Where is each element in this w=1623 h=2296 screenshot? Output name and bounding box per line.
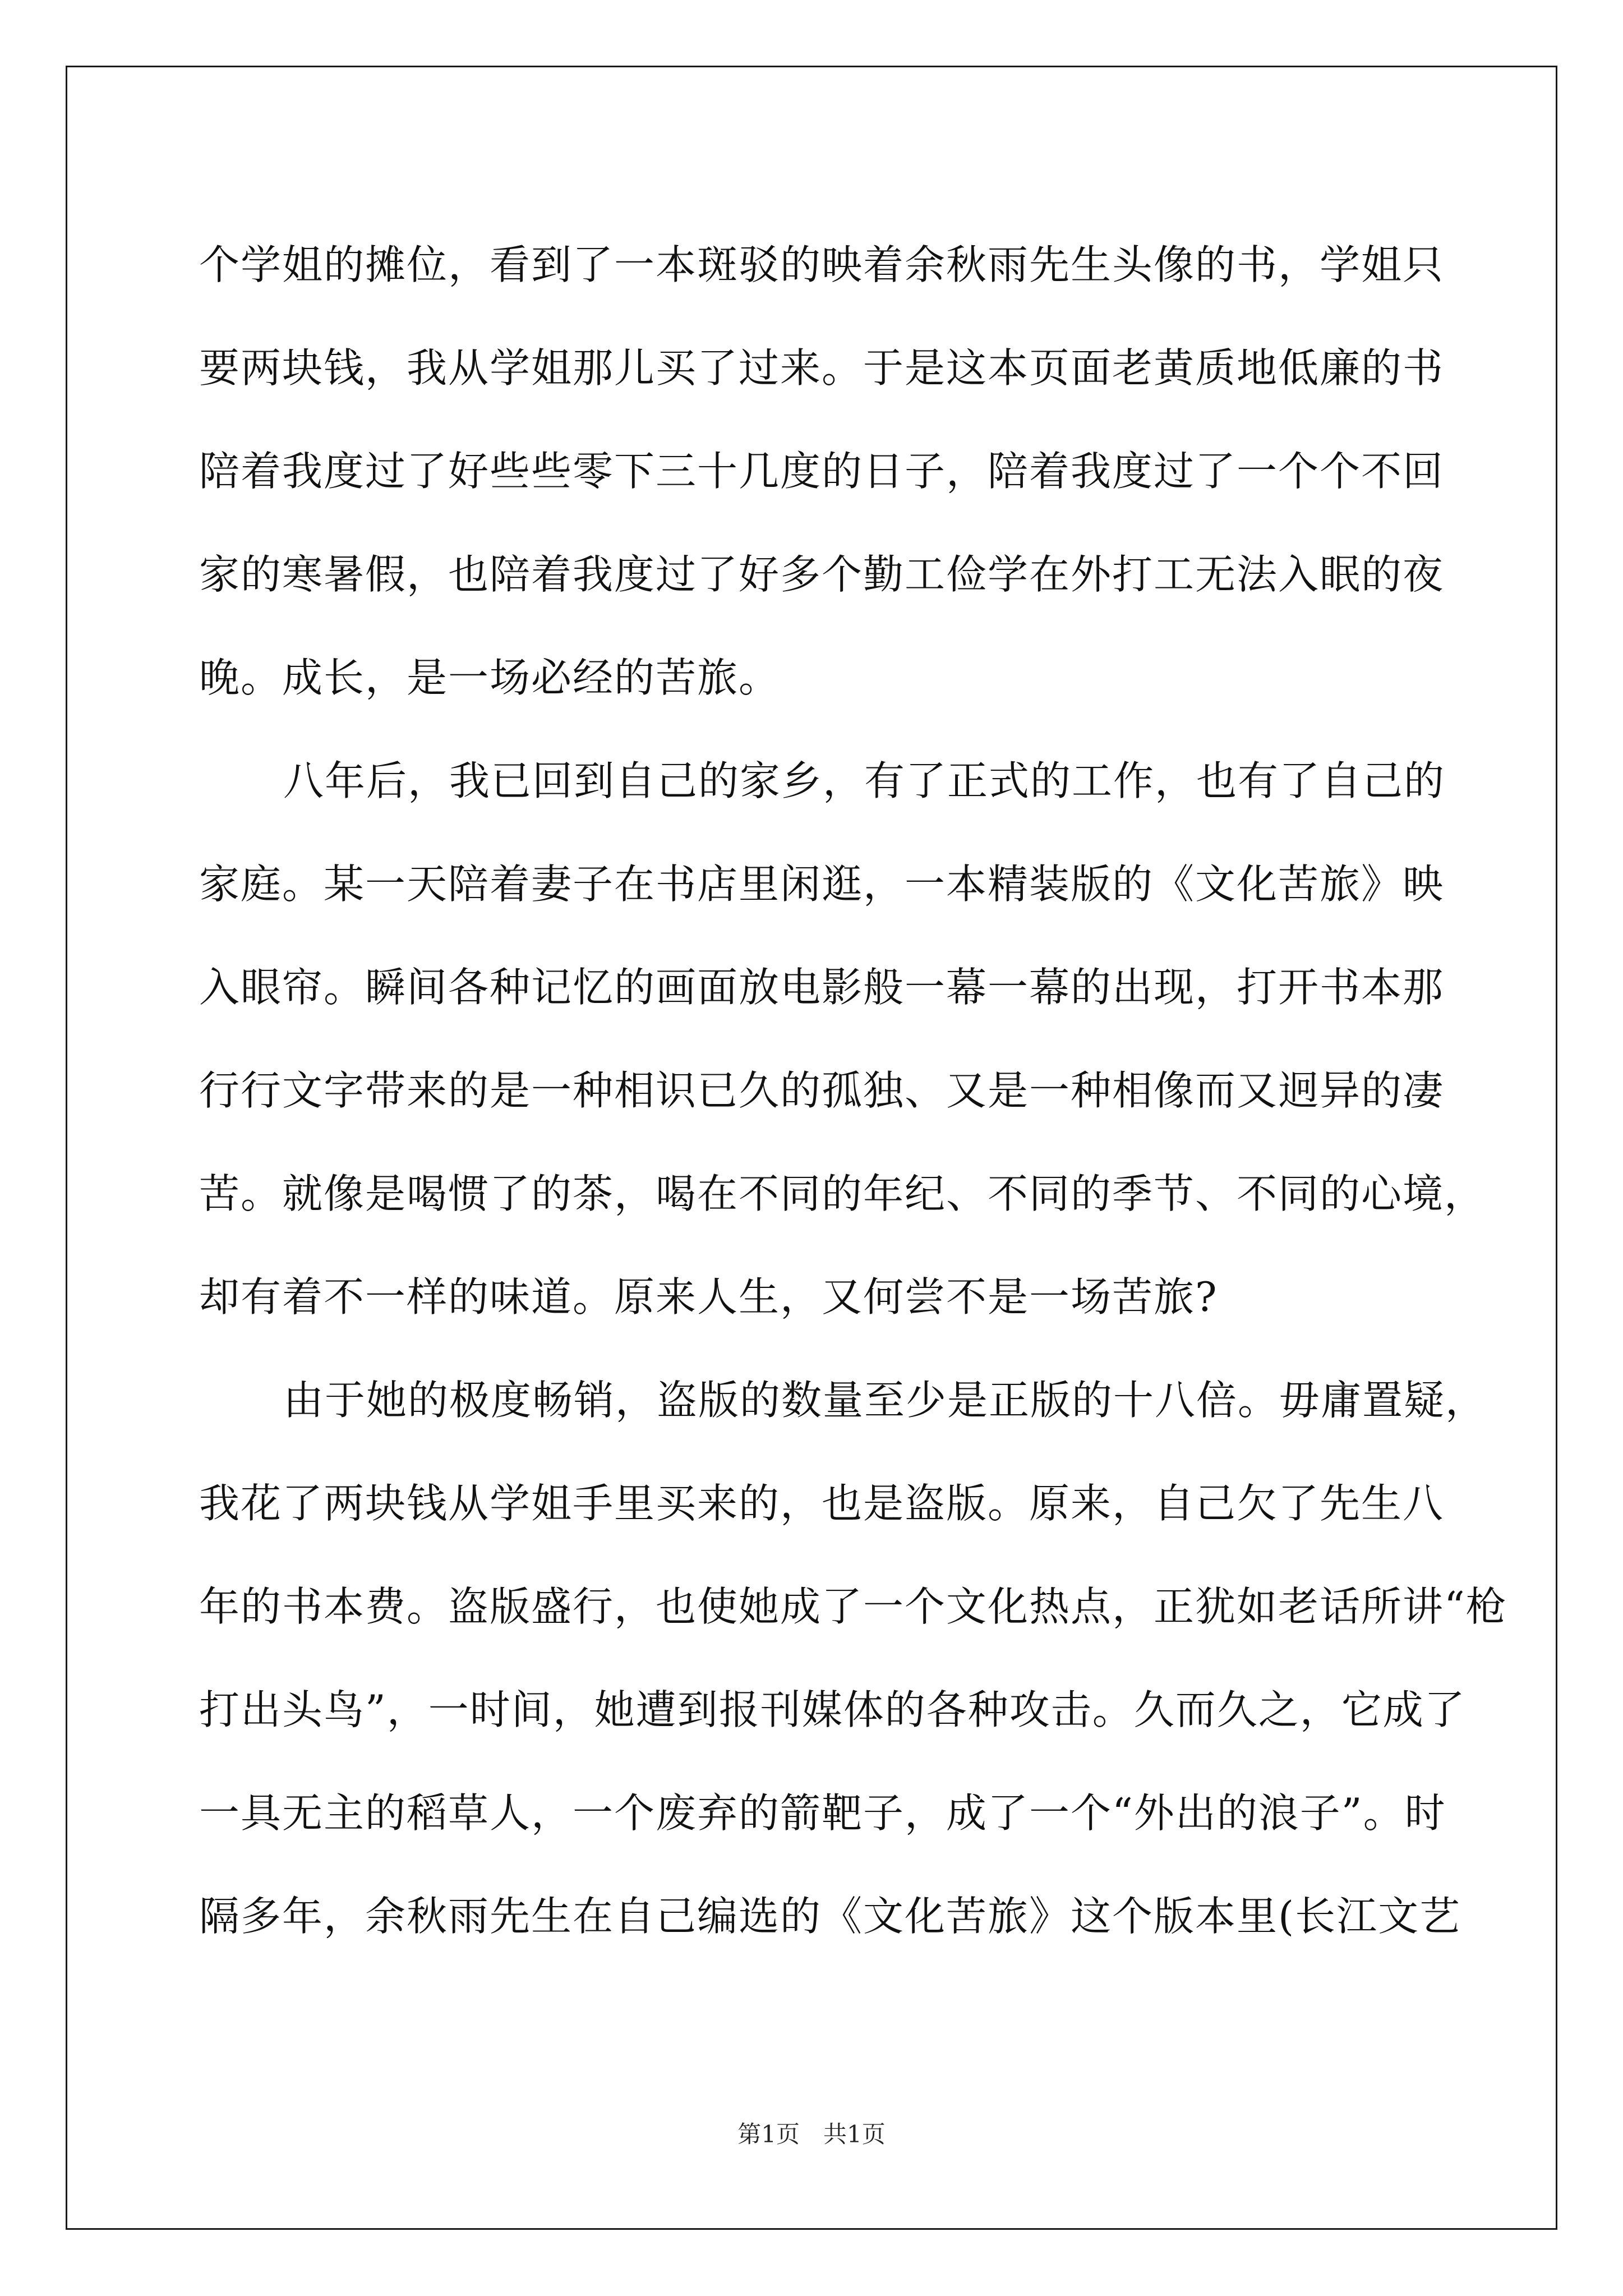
- text-line: 隔多年，余秋雨先生在自己编选的《文化苦旅》这个版本里(长江文艺: [199, 1893, 1461, 1940]
- paragraph-first-line: 八年后，我已回到自己的家乡，有了正式的工作，也有了自己的: [283, 757, 1446, 804]
- text-line: 家的寒暑假，也陪着我度过了好多个勤工俭学在外打工无法入眠的夜: [199, 551, 1445, 598]
- text-line: 年的书本费。盗版盛行，也使她成了一个文化热点，正犹如老话所讲“枪: [199, 1583, 1507, 1630]
- text-line: 一具无主的稻草人，一个废弃的箭靶子，成了一个“外出的浪子”。时: [199, 1789, 1446, 1837]
- text-line: 却有着不一样的味道。原来人生，又何尝不是一场苦旅?: [199, 1273, 1218, 1320]
- text-line: 我花了两块钱从学姐手里买来的，也是盗版。原来，自己欠了先生八: [199, 1480, 1445, 1527]
- document-body: [199, 213, 1507, 1968]
- paragraph-first-line: 由于她的极度畅销，盗版的数量至少是正版的十八倍。毋庸置疑，: [283, 1377, 1487, 1424]
- text-line: 个学姐的摊位，看到了一本斑驳的映着余秋雨先生头像的书，学姐只: [199, 241, 1445, 288]
- text-line: 行行文字带来的是一种相识已久的孤独、又是一种相像而又迥异的凄: [199, 1067, 1445, 1114]
- text-line: 苦。就像是喝惯了的茶，喝在不同的年纪、不同的季节、不同的心境，: [199, 1170, 1486, 1217]
- page-footer: 第1页 共1页: [737, 2120, 886, 2148]
- text-line: 陪着我度过了好些些零下三十几度的日子，陪着我度过了一个个不回: [199, 448, 1445, 495]
- text-line: 要两块钱，我从学姐那儿买了过来。于是这本页面老黄质地低廉的书: [199, 344, 1445, 392]
- text-line: 晚。成长，是一场必经的苦旅。: [199, 654, 781, 701]
- text-line: 打出头鸟”，一时间，她遭到报刊媒体的各种攻击。久而久之，它成了: [199, 1686, 1466, 1733]
- text-line: 入眼帘。瞬间各种记忆的画面放电影般一幕一幕的出现，打开书本那: [199, 964, 1445, 1011]
- text-line: 家庭。某一天陪着妻子在书店里闲逛，一本精装版的《文化苦旅》映: [199, 861, 1445, 908]
